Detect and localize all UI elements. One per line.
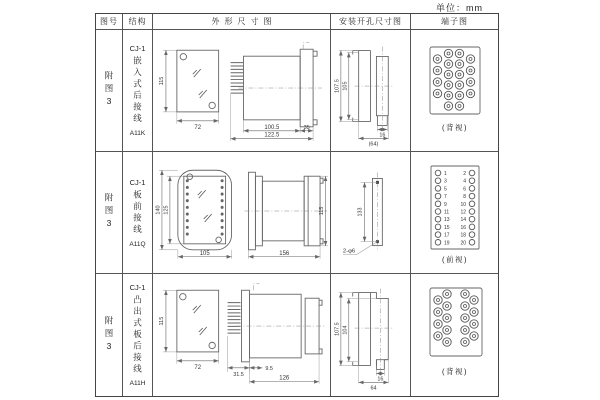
hole-size-label: 2-φ6 [342, 248, 356, 254]
svg-text:13: 13 [444, 216, 450, 223]
dim-front-width: 72 [194, 124, 202, 131]
svg-text:20: 20 [460, 239, 466, 246]
svg-text:8: 8 [463, 193, 466, 200]
terminal-view-label: (背视) [442, 367, 468, 376]
dim-cutout-inner-height: 105 [342, 81, 349, 91]
dim-front-inner-height: 125 [163, 204, 170, 215]
outline-drawing-a11k [153, 34, 330, 148]
figure-no-label: 附图3 [104, 315, 114, 355]
terminal-view-label: (前视) [442, 254, 468, 264]
header-terminal: 端子图 [411, 14, 498, 30]
outline-drawing-a11q [153, 156, 330, 270]
model-label: CJ-1 [129, 282, 146, 292]
svg-text:10: 10 [460, 201, 466, 208]
terminal-circles [434, 290, 478, 346]
dim-front-height: 115 [158, 316, 165, 326]
terminal-drawing-a11h [411, 276, 498, 394]
dim-side-length: 156 [279, 250, 290, 257]
svg-text:17: 17 [444, 232, 450, 239]
svg-text:15: 15 [444, 224, 450, 231]
type-code-label: A11H [129, 380, 146, 388]
svg-text:4: 4 [463, 178, 466, 185]
cell-row2-structure [123, 152, 153, 274]
terminal-drawing-a11k [411, 34, 498, 148]
cell-row2-outline [153, 152, 331, 274]
cell-row3-outline [153, 274, 331, 396]
dimension-table [95, 13, 499, 397]
dim-front-width: 105 [199, 250, 210, 257]
figure-no-label: 附图3 [104, 193, 114, 232]
mounting-drawing-a11h [331, 276, 410, 394]
unit-label: 单位：mm [436, 3, 483, 13]
svg-text:9: 9 [444, 201, 447, 208]
terminal-view-label: (背视) [442, 122, 468, 132]
dim-hole-span: 133 [357, 206, 364, 217]
cell-row1-structure [123, 30, 153, 152]
dim-cutout-overall-width: 64 [370, 385, 377, 392]
cell-row2-mounting [331, 152, 411, 274]
cell-row3-mounting [331, 274, 411, 396]
dim-gap-length: 9.5 [265, 365, 273, 372]
dim-body-length: 126 [279, 375, 290, 382]
terminal-drawing-a11q [411, 156, 498, 270]
cell-row2-terminal [411, 152, 498, 274]
dim-body-length: 100.5 [264, 124, 280, 131]
cell-row1-mounting [331, 30, 411, 152]
dim-front-height: 115 [158, 76, 165, 85]
header-mounting: 安装开孔尺寸图 [331, 14, 411, 30]
type-code-label: A11K [129, 130, 146, 137]
svg-text:3: 3 [444, 178, 447, 185]
dim-front-width: 72 [194, 364, 202, 371]
terminal-number-rows [435, 170, 475, 246]
dim-cutout-outer-height: 107.5 [334, 78, 341, 93]
svg-text:14: 14 [460, 216, 466, 223]
svg-text:12: 12 [460, 209, 466, 215]
figure-no-label: 附图3 [104, 71, 114, 110]
svg-text:11: 11 [444, 209, 450, 215]
dim-cutout-inner-height: 104 [342, 325, 349, 335]
mount-style-label: 板前接线 [132, 189, 143, 236]
svg-text:6: 6 [463, 185, 466, 192]
mounting-drawing-a11q [331, 156, 410, 270]
mount-style-label: 凸出式板后接线 [132, 294, 143, 376]
dim-cutout-overall-width: (64) [368, 140, 379, 147]
cell-row2-figure-no [96, 152, 123, 274]
mount-style-label: 嵌入式后接线 [132, 56, 143, 125]
svg-text:1: 1 [444, 170, 447, 177]
header-outline: 外形尺寸图 [153, 14, 331, 30]
svg-text:5: 5 [444, 185, 447, 192]
model-label: CJ-1 [129, 177, 146, 187]
dim-slot-width: 16 [377, 376, 384, 383]
cell-row1-outline [153, 30, 331, 152]
svg-text:16: 16 [460, 224, 466, 231]
cell-row1-figure-no [96, 30, 123, 152]
dim-flange-width: 35 [303, 124, 310, 131]
header-figure-no: 图号 [96, 14, 123, 30]
header-structure: 结构 [123, 14, 153, 30]
dim-pin-length: 31.5 [233, 371, 244, 378]
dim-cutout-outer-height: 107.5 [334, 322, 341, 336]
model-label: CJ-1 [129, 44, 146, 53]
cell-row3-terminal [411, 274, 498, 396]
svg-text:18: 18 [460, 232, 466, 239]
dim-side-height: 115 [319, 206, 326, 215]
svg-text:7: 7 [444, 193, 447, 200]
dim-slot-width: 16 [379, 131, 386, 138]
terminal-circles [433, 49, 474, 110]
dim-total-length: 122.5 [264, 132, 280, 139]
svg-text:19: 19 [444, 239, 450, 246]
cell-row3-structure [123, 274, 153, 396]
cell-row3-figure-no [96, 274, 123, 396]
type-code-label: A11Q [129, 240, 146, 248]
dim-front-outer-height: 140 [155, 204, 162, 215]
outline-drawing-a11h [153, 276, 330, 394]
mounting-drawing-a11k [331, 34, 410, 148]
cell-row1-terminal [411, 30, 498, 152]
svg-text:2: 2 [463, 170, 466, 177]
